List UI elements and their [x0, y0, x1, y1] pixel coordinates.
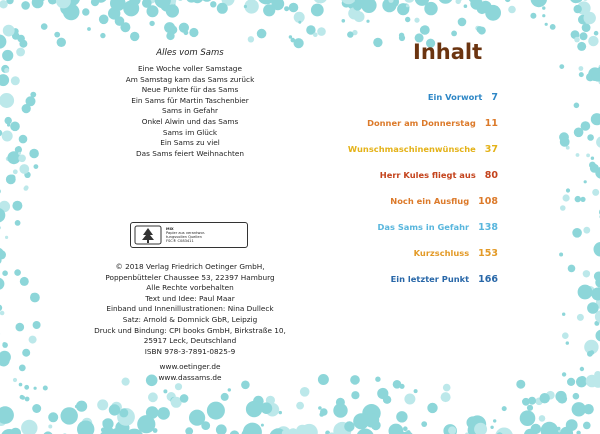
toc-chapter-title: Ein Vorwort — [427, 92, 483, 102]
polka-dot — [572, 408, 576, 412]
fsc-line: Papier aus verantwor- — [166, 230, 206, 235]
toc-entry[interactable] — [428, 92, 498, 103]
fsc-line: FSC® C083411 — [166, 239, 194, 244]
polka-dot — [2, 270, 8, 276]
polka-dot — [542, 6, 545, 9]
toc-entry[interactable] — [390, 196, 498, 207]
website-link[interactable]: www.oetinger.de — [159, 362, 221, 371]
imprint-line: Poppenbütteler Chaussee 53, 22397 Hamburg — [105, 272, 275, 282]
polka-dot — [566, 341, 569, 344]
polka-dot — [31, 293, 37, 299]
polka-dot — [43, 386, 48, 391]
toc-page-number: 166 — [478, 274, 498, 285]
toc-page-number: 7 — [491, 92, 498, 103]
series-title: Onkel Alwin und das Sams — [141, 116, 239, 126]
polka-dot — [0, 93, 14, 108]
polka-dot — [2, 131, 13, 142]
fsc-label — [166, 227, 205, 244]
polka-dot — [0, 250, 6, 259]
polka-dot — [545, 23, 548, 26]
polka-dot — [555, 391, 566, 402]
toc-page-number: 80 — [484, 170, 498, 181]
polka-dot — [581, 0, 590, 1]
polka-dot — [2, 50, 13, 61]
polka-dot — [5, 117, 12, 124]
imprint-line: Druck und Bindung: CPI books GmbH, Birkstraße 10, — [94, 325, 286, 335]
toc-entry[interactable] — [414, 248, 498, 259]
polka-dot — [580, 32, 588, 40]
polka-dot — [13, 378, 17, 382]
imprint-line: ISBN 978-3-7891-0825-9 — [144, 346, 236, 356]
polka-dot — [48, 425, 52, 429]
polka-dot — [576, 431, 580, 434]
contents-page — [340, 0, 540, 434]
polka-dot — [19, 135, 28, 144]
polka-dot — [567, 378, 575, 386]
polka-dot — [574, 37, 580, 43]
polka-dot — [590, 164, 599, 173]
polka-dot — [2, 342, 8, 348]
polka-dot — [32, 0, 44, 8]
polka-dot — [22, 349, 30, 357]
polka-dot — [24, 385, 29, 390]
polka-dot — [566, 188, 570, 192]
polka-dot — [0, 74, 9, 86]
polka-dot — [13, 169, 18, 174]
imprint-line: Satz: Arnold & Domnick GbR, Leipzig — [122, 314, 258, 324]
polka-dot — [583, 404, 593, 414]
imprint-line: Alle Rechte vorbehalten — [146, 283, 234, 293]
polka-dot — [583, 227, 590, 234]
polka-dot — [0, 311, 4, 316]
polka-dot — [19, 164, 29, 174]
polka-dot — [48, 0, 57, 5]
polka-dot — [573, 393, 580, 400]
polka-dot — [594, 31, 599, 36]
polka-dot — [21, 420, 37, 434]
imprint-line: © 2018 Verlag Friedrich Oetinger GmbH, — [115, 262, 265, 271]
series-title: Ein Sams für Martin Taschenbier — [131, 95, 249, 105]
polka-dot — [14, 269, 21, 276]
polka-dot — [541, 422, 559, 434]
polka-dot — [3, 25, 15, 37]
polka-dot — [15, 220, 21, 226]
polka-dot — [596, 330, 600, 342]
toc-page-number: 37 — [484, 144, 498, 155]
website-link[interactable]: www.dassams.de — [158, 372, 222, 382]
polka-dot — [5, 236, 8, 239]
toc-entry[interactable] — [348, 144, 498, 155]
fsc-line: tungsvollen Quellen — [166, 235, 202, 239]
polka-dot — [34, 164, 39, 169]
polka-dot — [560, 205, 566, 211]
toc-entry[interactable] — [391, 274, 498, 285]
polka-dot — [591, 113, 600, 125]
polka-dot — [21, 1, 30, 10]
fsc-logo — [130, 222, 248, 248]
polka-dot — [596, 136, 600, 148]
polka-dot — [591, 157, 594, 160]
fsc-tree-icon — [134, 225, 162, 245]
polka-dot — [563, 194, 570, 201]
polka-dot — [594, 272, 600, 282]
series-title: Ein Sams zu viel — [160, 138, 220, 148]
toc-chapter-title: Donner am Donnerstag — [367, 118, 476, 128]
series-title: Sams im Glück — [162, 127, 218, 137]
polka-dot — [582, 23, 591, 32]
polka-dot — [19, 383, 23, 387]
polka-dot — [20, 277, 29, 286]
toc-page-number: 153 — [478, 248, 498, 259]
polka-dot — [25, 397, 30, 402]
toc-page-number: 11 — [484, 118, 498, 129]
polka-dot — [583, 422, 591, 430]
polka-dot — [550, 24, 556, 30]
polka-dot — [576, 376, 587, 387]
polka-dot — [587, 134, 594, 141]
polka-dot — [15, 323, 24, 332]
imprint-page — [60, 0, 320, 434]
polka-dot — [18, 152, 21, 155]
polka-dot — [579, 72, 584, 77]
polka-dot — [583, 270, 590, 277]
toc-chapter-title: Ein letzter Punkt — [390, 274, 470, 284]
polka-dot — [9, 175, 15, 181]
polka-dot — [20, 395, 24, 399]
polka-dot — [592, 189, 599, 196]
polka-dot — [562, 313, 565, 316]
polka-dot — [41, 23, 48, 30]
polka-dot — [568, 265, 576, 273]
series-title: Neue Punkte für das Sams — [141, 85, 239, 95]
toc-entry[interactable] — [367, 118, 498, 129]
series-heading: Alles vom Sams — [156, 48, 224, 58]
polka-dot — [32, 404, 41, 413]
polka-dot — [17, 35, 25, 43]
polka-dot — [34, 387, 37, 390]
polka-dot — [18, 155, 26, 163]
polka-dot — [580, 197, 585, 202]
toc-page-number: 108 — [478, 196, 498, 207]
polka-dot — [540, 393, 550, 403]
toc-chapter-title: Wunschmaschinenwünsche — [347, 144, 476, 154]
toc-title: Inhalt — [413, 40, 483, 64]
polka-dot — [562, 372, 566, 376]
polka-dot — [580, 367, 584, 371]
polka-dot — [562, 332, 569, 339]
toc-entry[interactable] — [380, 170, 498, 181]
polka-dot — [576, 153, 580, 157]
polka-dot — [574, 128, 584, 138]
polka-dot — [0, 406, 14, 424]
website-list — [60, 362, 320, 383]
series-title-list — [60, 64, 320, 159]
polka-dot — [579, 66, 584, 71]
polka-dot — [587, 351, 593, 357]
polka-dot — [577, 42, 586, 51]
polka-dot — [578, 285, 593, 300]
polka-dot — [572, 228, 582, 238]
polka-dot — [29, 336, 37, 344]
polka-dot — [577, 314, 584, 321]
polka-dot — [24, 186, 29, 191]
polka-dot — [584, 180, 587, 183]
polka-dot — [588, 36, 598, 46]
polka-dot — [12, 201, 22, 211]
toc-chapter-title: Herr Kules fliegt aus — [379, 170, 476, 180]
polka-dot — [26, 96, 36, 106]
polka-dot — [575, 196, 581, 202]
polka-dot — [33, 321, 41, 329]
series-title: Sams in Gefahr — [161, 106, 219, 116]
series-title: Am Samstag kam das Sams zurück — [125, 74, 255, 84]
series-title: Das Sams feiert Weihnachten — [136, 148, 244, 158]
imprint-line: 25917 Leck, Deutschland — [143, 336, 237, 346]
imprint-line: Einband und Innenillustrationen: Nina Dulleck — [106, 304, 274, 314]
imprint-list — [60, 262, 320, 357]
toc-chapter-title: Kurzschluss — [413, 248, 470, 258]
toc-chapter-title: Das Sams in Gefahr — [377, 222, 470, 232]
toc-chapter-title: Noch ein Ausflug — [390, 196, 470, 206]
fsc-line: MIX — [166, 226, 174, 231]
polka-dot — [0, 305, 2, 311]
polka-dot — [574, 5, 582, 13]
polka-dot — [48, 412, 58, 422]
polka-dot — [10, 122, 20, 132]
polka-dot — [542, 14, 545, 17]
polka-dot — [0, 35, 6, 49]
polka-dot — [594, 242, 600, 257]
polka-dot — [559, 64, 564, 69]
polka-dot — [0, 188, 1, 194]
series-title: Eine Woche voller Samstage — [138, 64, 242, 73]
imprint-line: Text und Idee: Paul Maar — [145, 293, 235, 303]
polka-dot — [586, 154, 590, 158]
polka-dot — [320, 408, 328, 416]
polka-dot — [0, 225, 1, 230]
polka-dot — [584, 12, 596, 24]
polka-dot — [11, 76, 20, 85]
polka-dot — [19, 365, 26, 372]
toc-entry[interactable] — [378, 222, 499, 233]
polka-dot — [574, 103, 580, 109]
polka-dot — [0, 278, 4, 290]
polka-dot — [29, 149, 39, 159]
polka-dot — [559, 132, 569, 142]
polka-dot — [566, 419, 578, 431]
polka-dot — [559, 253, 563, 257]
polka-dot — [4, 68, 9, 73]
toc-page-number: 138 — [478, 222, 498, 233]
polka-dot — [16, 48, 25, 57]
